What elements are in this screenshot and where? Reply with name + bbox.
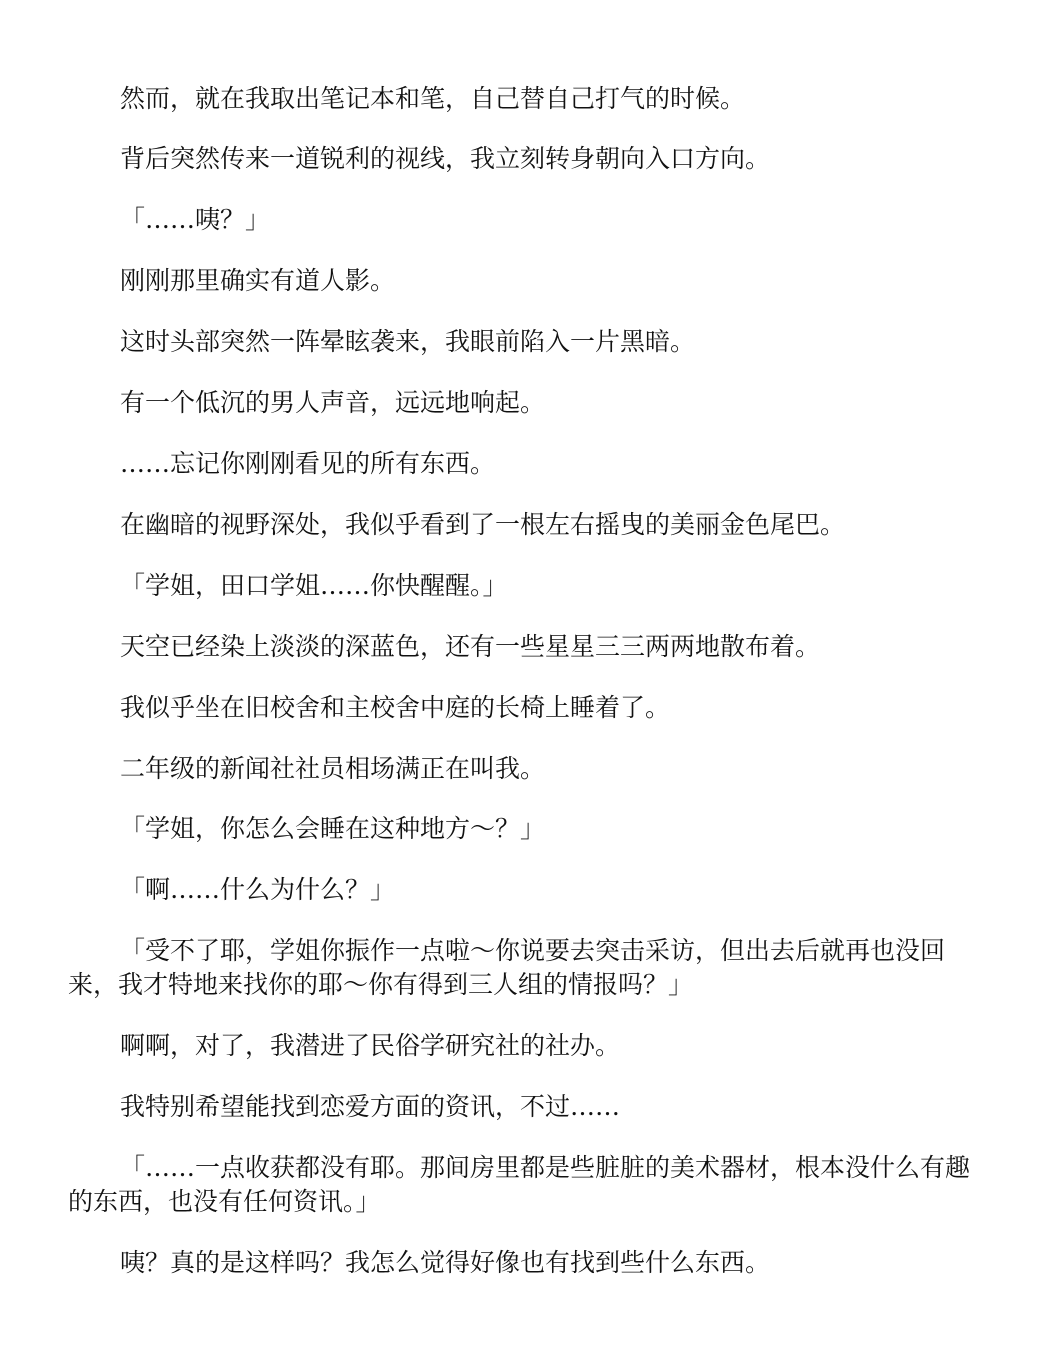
- paragraph: 天空已经染上淡淡的深蓝色，还有一些星星三三两两地散布着。: [120, 632, 821, 661]
- paragraph: 我似乎坐在旧校舍和主校舍中庭的长椅上睡着了。: [120, 693, 671, 722]
- paragraph: 二年级的新闻社社员相场满正在叫我。: [120, 754, 546, 783]
- paragraph: 啊啊，对了，我潜进了民俗学研究社的社办。: [120, 1031, 621, 1060]
- paragraph: 在幽暗的视野深处，我似乎看到了一根左右摇曳的美丽金色尾巴。: [120, 510, 846, 539]
- paragraph: 有一个低沉的男人声音，远远地响起。: [120, 388, 546, 417]
- paragraph: 这时头部突然一阵晕眩袭来，我眼前陷入一片黑暗。: [120, 327, 696, 356]
- paragraph: 「学姐，你怎么会睡在这种地方～？」: [120, 814, 546, 843]
- paragraph: 然而，就在我取出笔记本和笔，自己替自己打气的时候。: [120, 84, 746, 113]
- paragraph: 咦？真的是这样吗？我怎么觉得好像也有找到些什么东西。: [120, 1248, 771, 1277]
- paragraph: 刚刚那里确实有道人影。: [120, 266, 396, 295]
- paragraph: ……忘记你刚刚看见的所有东西。: [120, 449, 496, 478]
- paragraph: 「……咦？」: [120, 205, 271, 234]
- paragraph: 我特别希望能找到恋爱方面的资讯，不过……: [120, 1092, 621, 1121]
- paragraph: 「啊……什么为什么？」: [120, 875, 396, 904]
- paragraph: 背后突然传来一道锐利的视线，我立刻转身朝向入口方向。: [120, 144, 771, 173]
- paragraph: 「受不了耶，学姐你振作一点啦～你说要去突击采访，但出去后就再也没回来，我才特地来找你的耶～你有得到三人组的情报吗？」: [68, 936, 946, 999]
- paragraph: 「……一点收获都没有耶。那间房里都是些脏脏的美术器材，根本没什么有趣的东西，也没有任何资讯。」: [68, 1153, 971, 1216]
- paragraph: 「学姐，田口学姐……你快醒醒。」: [120, 571, 508, 600]
